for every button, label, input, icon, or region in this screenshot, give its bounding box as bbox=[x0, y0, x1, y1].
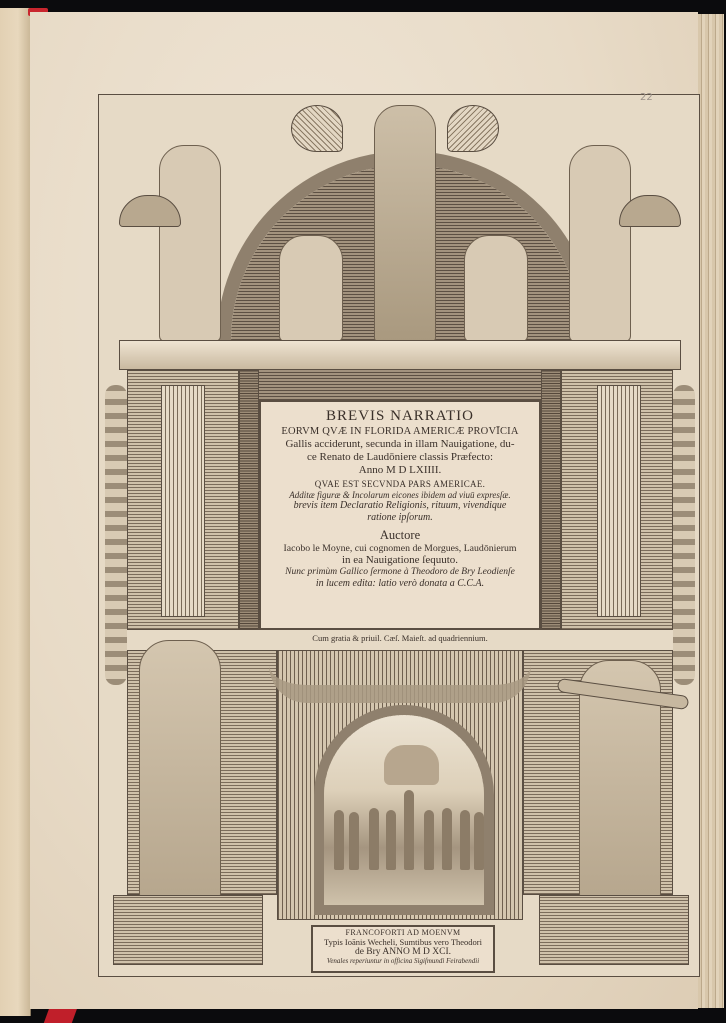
litter-canopy bbox=[384, 745, 439, 785]
subtitle-line-1: EORVM QVÆ IN FLORIDA AMERICÆ PROVĪCIA bbox=[281, 425, 519, 437]
translation-line-2: in lucem edita: latio verò donata a C.C.A. bbox=[315, 578, 485, 590]
auctore-label: Auctore bbox=[379, 527, 421, 542]
pencil-folio-note: 22 bbox=[640, 92, 653, 103]
title-cartouche bbox=[259, 400, 541, 630]
author-line-1: Iacobo le Moyne, cui cognomen de Morgues, Laudōnierum bbox=[283, 542, 517, 554]
imprint-line-1: FRANCOFORTI AD MOENVM bbox=[345, 928, 461, 937]
feather-fan-right bbox=[447, 105, 499, 152]
italic-line-1: Additæ figuræ & Incolarum eicones ibidem ad viuū expresſæ. bbox=[289, 489, 511, 500]
title-page bbox=[30, 12, 698, 1009]
warrior-with-bow bbox=[139, 640, 221, 902]
fan-bearer-right bbox=[569, 145, 631, 342]
right-pedestal bbox=[539, 895, 689, 965]
kneeling-attendant-left bbox=[279, 235, 343, 342]
book-title: BREVIS NARRATIO bbox=[326, 408, 474, 424]
procession-arch bbox=[314, 705, 494, 915]
privilege-line: Cum gratia & priuil. Cæſ. Maieſt. ad quadriennium. bbox=[312, 633, 488, 643]
subtitle-line-2: Gallis acciderunt, secunda in illam Nauigatione, du- bbox=[285, 438, 515, 451]
right-fluted-column bbox=[597, 385, 641, 617]
imprint-line-2: Typis Ioānis Wecheli, Sumtibus vero Theodori bbox=[324, 936, 482, 947]
right-pilaster-side bbox=[541, 370, 561, 630]
imprint-line-4: Venales reperiuntur in officina Sigiſmundi Feirabendii bbox=[326, 957, 480, 966]
imprint-line-3: de Bry ANNO M D XCI. bbox=[354, 947, 452, 958]
procession-scene bbox=[324, 715, 484, 905]
italic-line-3: ratione ipſorum. bbox=[367, 511, 433, 523]
feather-fan-left bbox=[291, 105, 343, 152]
subtitle-line-3: ce Renato de Laudōniere classis Præfecto: bbox=[306, 451, 494, 464]
kneeling-attendant-right bbox=[464, 235, 528, 342]
engraved-plate bbox=[98, 94, 700, 977]
imprint-cartouche bbox=[311, 925, 495, 973]
author-line-2: in ea Nauigatione ſequuto. bbox=[341, 554, 459, 567]
left-page-edge bbox=[0, 8, 31, 1016]
festoon-right bbox=[673, 385, 695, 685]
chief-figure bbox=[374, 105, 436, 342]
part-line: QVAE EST SECVNDA PARS AMERICAE. bbox=[314, 478, 486, 489]
fruit-garland bbox=[269, 665, 531, 703]
entablature bbox=[119, 340, 681, 370]
translation-line-1: Nunc primùm Gallico ſermone à Theodoro de Bry Leodienſe bbox=[285, 567, 515, 578]
left-fluted-column bbox=[161, 385, 205, 617]
page-edges-right bbox=[698, 14, 724, 1008]
italic-line-2: brevis item Declaratio Religionis, rituum, vivendique bbox=[293, 500, 507, 512]
year-line: Anno M D LXIIII. bbox=[358, 464, 442, 476]
left-pedestal bbox=[113, 895, 263, 965]
festoon-left bbox=[105, 385, 127, 685]
left-pilaster-side bbox=[239, 370, 259, 630]
fan-bearer-left bbox=[159, 145, 221, 342]
